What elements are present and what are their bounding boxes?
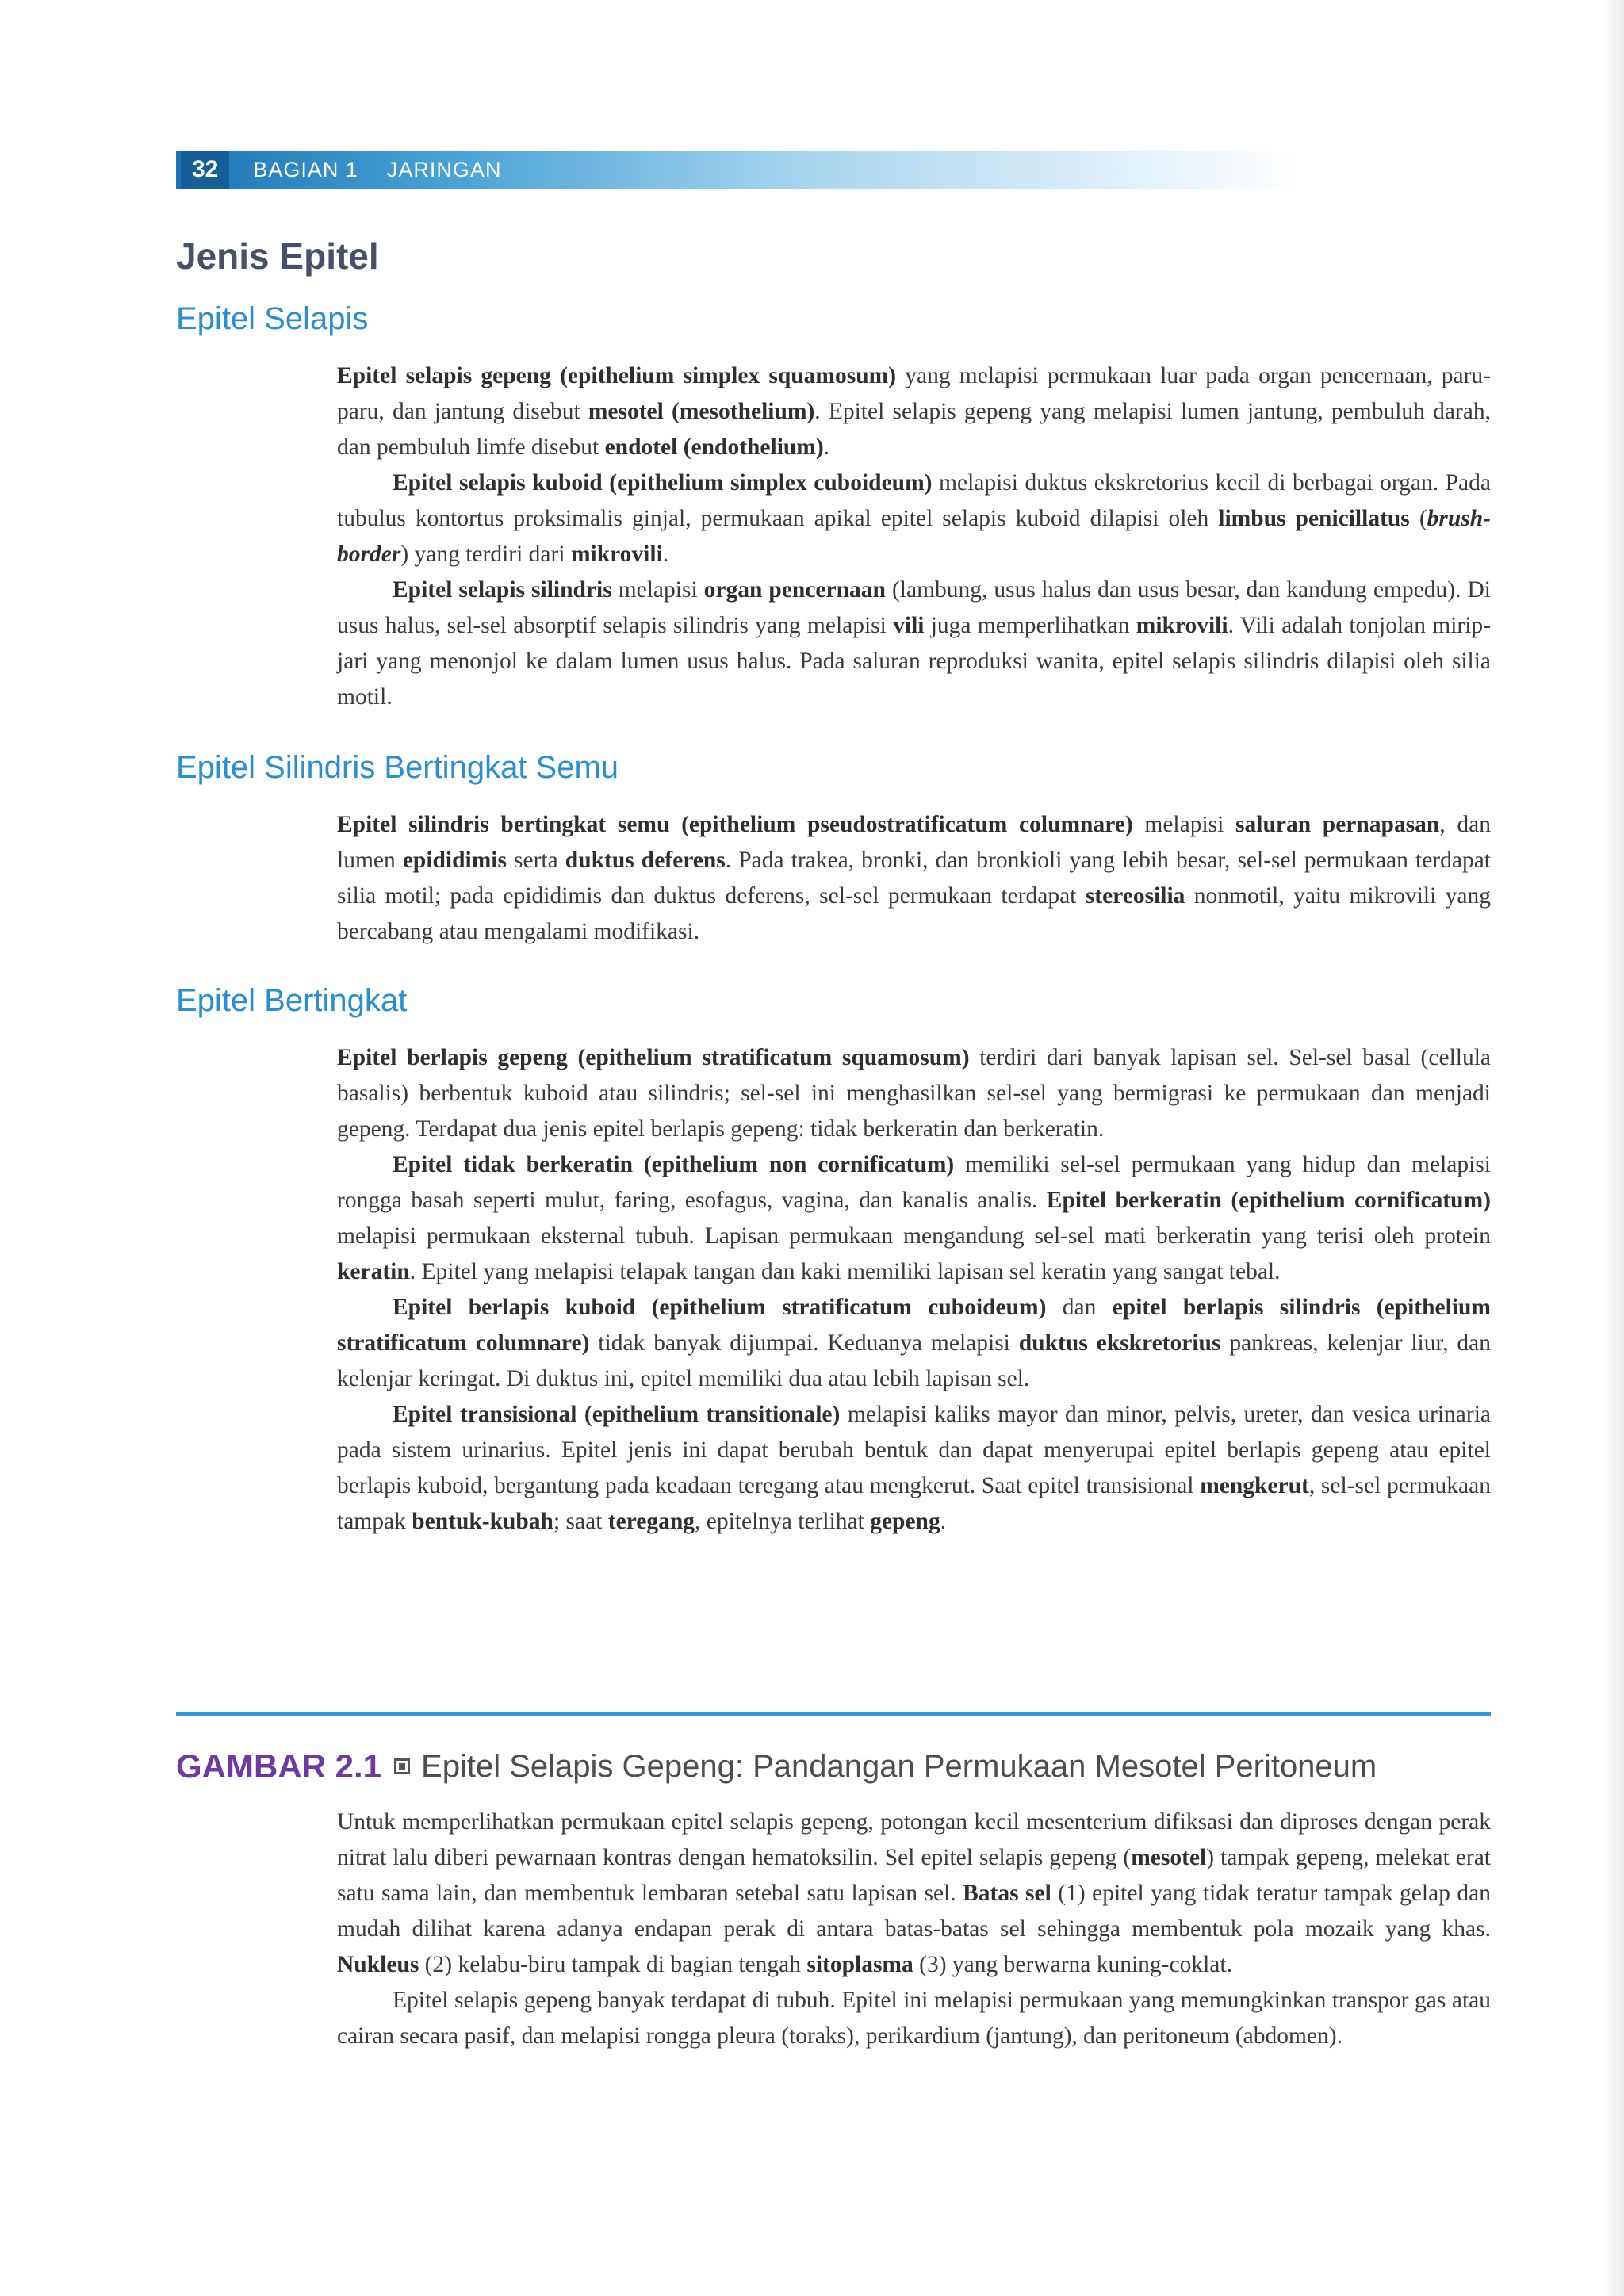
text-run: Epitel tidak berkeratin (epithelium non cornificatum) [393,1152,955,1177]
text-run: Epitel berlapis gepeng (epithelium stratificatum squamosum) [337,1045,970,1070]
section-heading-epitel-silindris-bertingkat-semu: Epitel Silindris Bertingkat Semu [176,750,619,785]
text-run: stereosilia [1085,883,1185,909]
header-chapter-title: JARINGAN [386,157,502,182]
text-run: gepeng [870,1509,940,1534]
text-run: Nukleus [337,1952,419,1977]
text-run: organ pencernaan [703,577,886,603]
running-header [176,151,1302,189]
figure-divider-rule [176,1712,1491,1716]
section-body-epitel-selapis [337,358,1491,715]
figure-label: GAMBAR 2.1 [176,1747,382,1785]
text-run: keratin [337,1259,410,1284]
section-body-epitel-bertingkat [337,1040,1491,1540]
text-run: Epitel selapis silindris [393,577,612,603]
figure-caption-body [337,1804,1491,2054]
section-heading-epitel-bertingkat: Epitel Bertingkat [176,983,408,1018]
page-title: Jenis Epitel [176,235,379,277]
text-run: limbus penicillatus [1218,506,1410,531]
text-run: Epitel selapis kuboid (epithelium simplex cuboideum) [393,470,933,496]
paragraph: Untuk memperlihatkan permukaan epitel selapis gepeng, potongan kecil mesenterium difiksasi dan diproses dengan perak nitrat lalu diberi pewarnaan kontras dengan hematoksilin. Sel epitel selapis gepeng (mesotel) tampak gepeng, melekat erat satu sama lain, dan membentuk lembaran setebal satu lapisan sel. Batas sel (1) epitel yang tidak teratur tampak gelap dan mudah dilihat karena adanya endapan perak di antara batas-batas sel sehingga membentuk pola mozaik yang khas. Nukleus (2) kelabu-biru tampak di bagian tengah sitoplasma (3) yang berwarna kuning-coklat. [337,1809,1491,1977]
text-run: teregang [607,1509,695,1534]
header-part-label: BAGIAN 1 [253,157,358,182]
paragraph: Epitel transisional (epithelium transitionale) melapisi kaliks mayor dan minor, pelvis, ureter, dan vesica urinaria pada sistem urinarius. Epitel jenis ini dapat berubah bentuk dan dapat menyerupai epitel berlapis gepeng atau epitel berlapis kuboid, bergantung pada keadaan teregang atau mengkerut. Saat epitel transisional mengkerut, sel-sel permukaan tampak bentuk-kubah; saat teregang, epitelnya terlihat gepeng. [337,1402,1491,1534]
paragraph: Epitel silindris bertingkat semu (epithelium pseudostratificatum columnare) melapisi saluran pernapasan, dan lumen epididimis serta duktus deferens. Pada trakea, bronki, dan bronkioli yang lebih besar, sel-sel permukaan terdapat silia motil; pada epididimis dan duktus deferens, sel-sel permukaan terdapat stereosilia nonmotil, yaitu mikrovili yang bercabang atau mengalami modifikasi. [337,812,1492,944]
text-run: mikrovili [570,541,663,567]
text-run: Epitel berkeratin (epithelium cornificatum) [1046,1188,1491,1213]
figure-caption-title: Epitel Selapis Gepeng: Pandangan Permukaan Mesotel Peritoneum [421,1748,1377,1784]
text-run: mengkerut [1200,1473,1309,1498]
paragraph: Epitel selapis gepeng banyak terdapat di tubuh. Epitel ini melapisi permukaan yang memungkinkan transpor gas atau cairan secara pasif, dan melapisi rongga pleura (toraks), perikardium (jantung), dan peritoneum (abdomen). [337,1988,1491,2049]
text-run: Batas sel [963,1881,1051,1906]
section-body-epitel-silindris-bertingkat-semu [337,807,1491,950]
text-run: duktus deferens [565,848,726,873]
paragraph: Epitel tidak berkeratin (epithelium non cornificatum) memiliki sel-sel permukaan yang hidup dan melapisi rongga basah seperti mulut, faring, esofagus, vagina, dan kanalis analis. Epitel berkeratin (epithelium cornificatum) melapisi permukaan eksternal tubuh. Lapisan permukaan mengandung sel-sel mati berkeratin yang terisi oleh protein keratin. Epitel yang melapisi telapak tangan dan kaki memiliki lapisan sel keratin yang sangat tebal. [337,1152,1491,1284]
paragraph: Epitel selapis gepeng (epithelium simplex squamosum) yang melapisi permukaan luar pada organ pencernaan, paru-paru, dan jantung disebut mesotel (mesothelium). Epitel selapis gepeng yang melapisi lumen jantung, pembuluh darah, dan pembuluh limfe disebut endotel (endothelium). [337,363,1492,460]
figure-title [176,1747,1524,1785]
text-run: Epitel silindris bertingkat semu (epithelium pseudostratificatum columnare) [337,812,1133,837]
text-run: duktus ekskretorius [1018,1330,1221,1356]
paragraph: Epitel selapis kuboid (epithelium simplex cuboideum) melapisi duktus ekskretorius kecil di berbagai organ. Pada tubulus kontortus proksimalis ginjal, permukaan apikal epitel selapis kuboid dilapisi oleh limbus penicillatus (brush-border) yang terdiri dari mikrovili. [337,470,1491,567]
text-run: saluran pernapasan [1235,812,1440,837]
text-run: mesotel [1131,1845,1207,1870]
text-run: epitel berlapis silindris (epithelium stratificatum columnare) [337,1295,1492,1356]
text-run: endotel (endothelium) [604,434,824,460]
text-run: brush-border [337,506,1491,567]
text-run: mikrovili [1136,613,1228,638]
text-run: epididimis [402,848,507,873]
paragraph: Epitel selapis silindris melapisi organ pencernaan (lambung, usus halus dan usus besar, dan kandung empedu). Di usus halus, sel-sel absorptif selapis silindris yang melapisi vili juga memperlihatkan mikrovili. Vili adalah tonjolan mirip-jari yang menonjol ke dalam lumen usus halus. Pada saluran reproduksi wanita, epitel selapis silindris dilapisi oleh silia motil. [337,577,1492,710]
paragraph: Epitel berlapis kuboid (epithelium stratificatum cuboideum) dan epitel berlapis silindris (epithelium stratificatum columnare) tidak banyak dijumpai. Keduanya melapisi duktus ekskretorius pankreas, kelenjar liur, dan kelenjar keringat. Di duktus ini, epitel memiliki dua atau lebih lapisan sel. [337,1295,1492,1391]
text-run: Epitel selapis gepeng (epithelium simplex squamosum) [337,363,897,388]
text-run: mesotel (mesothelium) [588,399,815,424]
section-heading-epitel-selapis: Epitel Selapis [176,301,369,336]
page-number: 32 [181,151,229,189]
square-bullet-icon [394,1758,410,1774]
paragraph: Epitel berlapis gepeng (epithelium stratificatum squamosum) terdiri dari banyak lapisan sel. Sel-sel basal (cellula basalis) berbentuk kuboid atau silindris; sel-sel ini menghasilkan sel-sel yang bermigrasi ke permukaan dan menjadi gepeng. Terdapat dua jenis epitel berlapis gepeng: tidak berkeratin dan berkeratin. [337,1045,1491,1142]
text-run: Epitel transisional (epithelium transitionale) [393,1402,841,1427]
text-run: Epitel berlapis kuboid (epithelium stratificatum cuboideum) [393,1295,1047,1320]
text-run: bentuk-kubah [412,1509,553,1534]
text-run: sitoplasma [806,1952,914,1977]
page-edge-shadow [1603,0,1624,2296]
text-run: vili [893,613,925,638]
